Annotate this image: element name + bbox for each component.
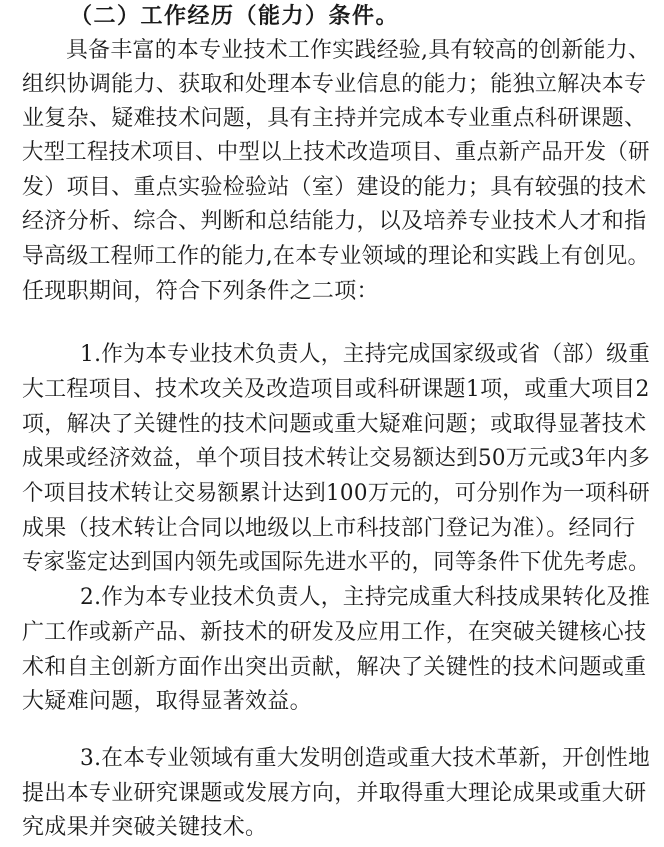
paragraph-line: 发）项目、重点实验检验站（室）建设的能力；具有较强的技术: [22, 175, 647, 200]
item-3-line: 提出本专业研究课题或发展方向，并取得重大理论成果或重大研: [22, 781, 647, 806]
paragraph-line: 导高级工程师工作的能力,在本专业领域的理论和实践上有创见。: [22, 244, 650, 269]
item-2-line: 术和自主创新方面作出突出贡献，解决了关键性的技术问题或重: [22, 655, 647, 680]
item-3-line: 3.在本专业领域有重大发明创造或重大技术革新，开创性地: [80, 746, 651, 771]
item-1-line: 1.作为本专业技术负责人，主持完成国家级或省（部）级重: [80, 342, 651, 367]
item-2-line: 2.作为本专业技术负责人，主持完成重大科技成果转化及推: [80, 585, 651, 610]
item-3-line: 究成果并突破关键技术。: [22, 815, 268, 840]
paragraph-line: 任现职期间，符合下列条件之二项：: [22, 279, 379, 304]
item-1-line: 成果或经济效益，单个项目技术转让交易额达到50万元或3年内多: [22, 446, 650, 471]
section-heading: （二）工作经历（能力）条件。: [70, 3, 400, 29]
paragraph-line: 具备丰富的本专业技术工作实践经验,具有较高的创新能力、: [66, 38, 651, 63]
paragraph-line: 组织协调能力、获取和处理本专业信息的能力；能独立解决本专: [22, 72, 647, 97]
paragraph-line: 业复杂、疑难技术问题，具有主持并完成本专业重点科研课题、: [22, 106, 647, 131]
item-1-line: 项，解决了关键性的技术问题或重大疑难问题；或取得显著技术: [22, 412, 647, 437]
paragraph-line: 大型工程技术项目、中型以上技术改造项目、重点新产品开发（研: [22, 140, 650, 165]
paragraph-line: 经济分析、综合、判断和总结能力，以及培养专业技术人才和指: [22, 209, 647, 234]
item-1-line: 成果（技术转让合同以地级以上市科技部门登记为准）。经同行: [22, 516, 636, 541]
item-2-line: 大疑难问题，取得显著效益。: [22, 689, 312, 714]
item-1-line: 专家鉴定达到国内领先或国际先进水平的，同等条件下优先考虑。: [22, 550, 650, 575]
item-2-line: 广工作或新产品、新技术的研发及应用工作，在突破关键核心技: [22, 620, 647, 645]
item-1-line: 大工程项目、技术攻关及改造项目或科研课题1项，或重大项目2: [22, 377, 650, 402]
item-1-line: 个项目技术转让交易额累计达到100万元的，可分别作为一项科研: [22, 481, 650, 506]
